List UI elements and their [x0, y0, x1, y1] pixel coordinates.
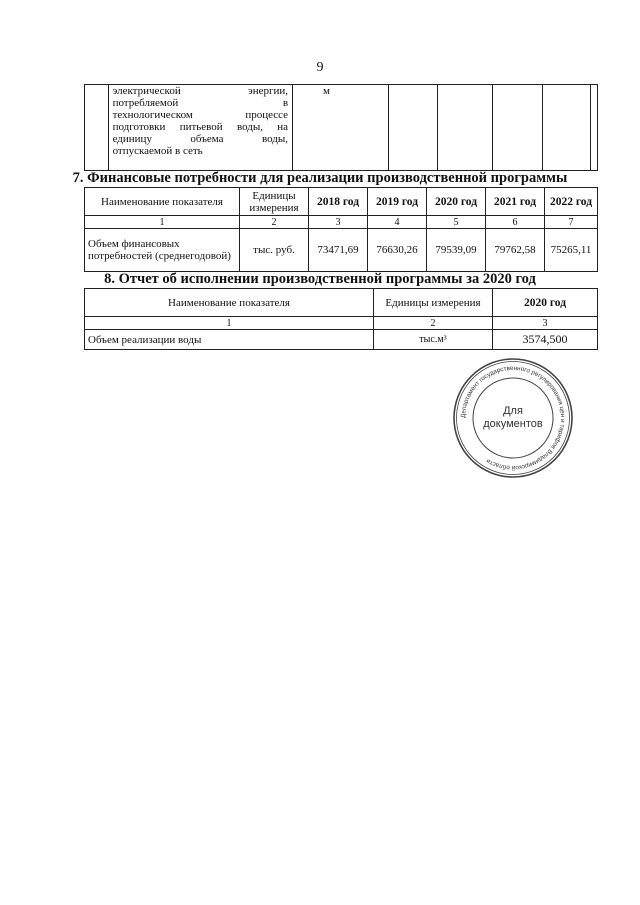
column-number-row: [85, 216, 598, 229]
stamp-center-line: документов: [483, 418, 543, 430]
empty-cell: [493, 85, 543, 171]
empty-cell: [543, 85, 591, 171]
header-year: 2019 год: [375, 195, 419, 208]
value-cell: 76630,26: [368, 229, 427, 272]
stamp-ring-text: Департамент государственного регулирования цен и тарифов Владимирской области: [459, 364, 567, 472]
section-8-heading: 8. Отчет об исполнении производственной программы за 2020 год: [104, 271, 536, 287]
continued-table: [84, 84, 598, 171]
header-cell: [427, 188, 486, 216]
desc-line: электрической энергии,: [112, 85, 289, 97]
value-cell: 75265,11: [545, 229, 598, 272]
value-cell: 79539,09: [427, 229, 486, 272]
official-stamp: [452, 357, 574, 479]
column-number: 2: [240, 216, 309, 229]
header-year: 2018 год: [316, 195, 360, 208]
column-number: 1: [85, 216, 240, 229]
empty-cell: [591, 85, 598, 171]
column-number: 3: [493, 317, 598, 330]
empty-cell: [438, 85, 493, 171]
table-header-row: [85, 289, 598, 317]
header-cell: [309, 188, 368, 216]
header-cell: Наименование показателя: [85, 188, 240, 216]
column-number: 2: [374, 317, 493, 330]
value-cell: 79762,58: [486, 229, 545, 272]
section-7-heading: 7. Финансовые потребности для реализации производственной программы: [72, 170, 568, 186]
column-number: 3: [309, 216, 368, 229]
unit-cell: тыс. руб.: [240, 229, 309, 272]
financial-needs-table: [84, 187, 598, 272]
table-row: [85, 330, 598, 350]
column-number: 4: [368, 216, 427, 229]
header-year: 2022 год: [549, 195, 593, 208]
unit-cell: тыс.м³: [374, 330, 493, 350]
header-year: 2021 год: [493, 195, 537, 208]
header-year: 2020 год: [434, 195, 478, 208]
table-row: [85, 85, 598, 171]
indicator-description: [108, 85, 292, 171]
header-cell: Единицы измерения: [240, 188, 309, 216]
header-year: 2020 год: [523, 296, 567, 309]
value-cell: 73471,69: [309, 229, 368, 272]
page-number: 9: [316, 60, 324, 75]
header-cell: [368, 188, 427, 216]
empty-cell: [85, 85, 109, 171]
desc-line: единицу объема воды,: [112, 133, 289, 145]
column-number: 1: [85, 317, 374, 330]
column-number: 5: [427, 216, 486, 229]
header-cell: Наименование показателя: [85, 289, 374, 317]
header-cell: [545, 188, 598, 216]
header-cell: Единицы измерения: [374, 289, 493, 317]
indicator-name: Объем реализации воды: [85, 330, 374, 350]
desc-line: отпускаемой в сеть: [112, 145, 203, 157]
unit-cell: м: [293, 85, 389, 171]
indicator-name: Объем финансовых потребностей (среднегодовой): [85, 229, 240, 272]
table-header-row: [85, 188, 598, 216]
program-report-table: [84, 288, 598, 350]
desc-line: потребляемой в: [112, 97, 289, 109]
header-cell: [486, 188, 545, 216]
column-number: 7: [545, 216, 598, 229]
table-row: [85, 229, 598, 272]
value-cell: 3574,500: [493, 330, 598, 350]
stamp-center: [452, 357, 574, 479]
desc-line: технологическом процессе: [112, 109, 289, 121]
desc-line: подготовки питьевой воды, на: [112, 121, 289, 133]
empty-cell: [388, 85, 438, 171]
header-cell: [493, 289, 598, 317]
column-number-row: [85, 317, 598, 330]
column-number: 6: [486, 216, 545, 229]
stamp-center-line: Для: [503, 405, 523, 417]
